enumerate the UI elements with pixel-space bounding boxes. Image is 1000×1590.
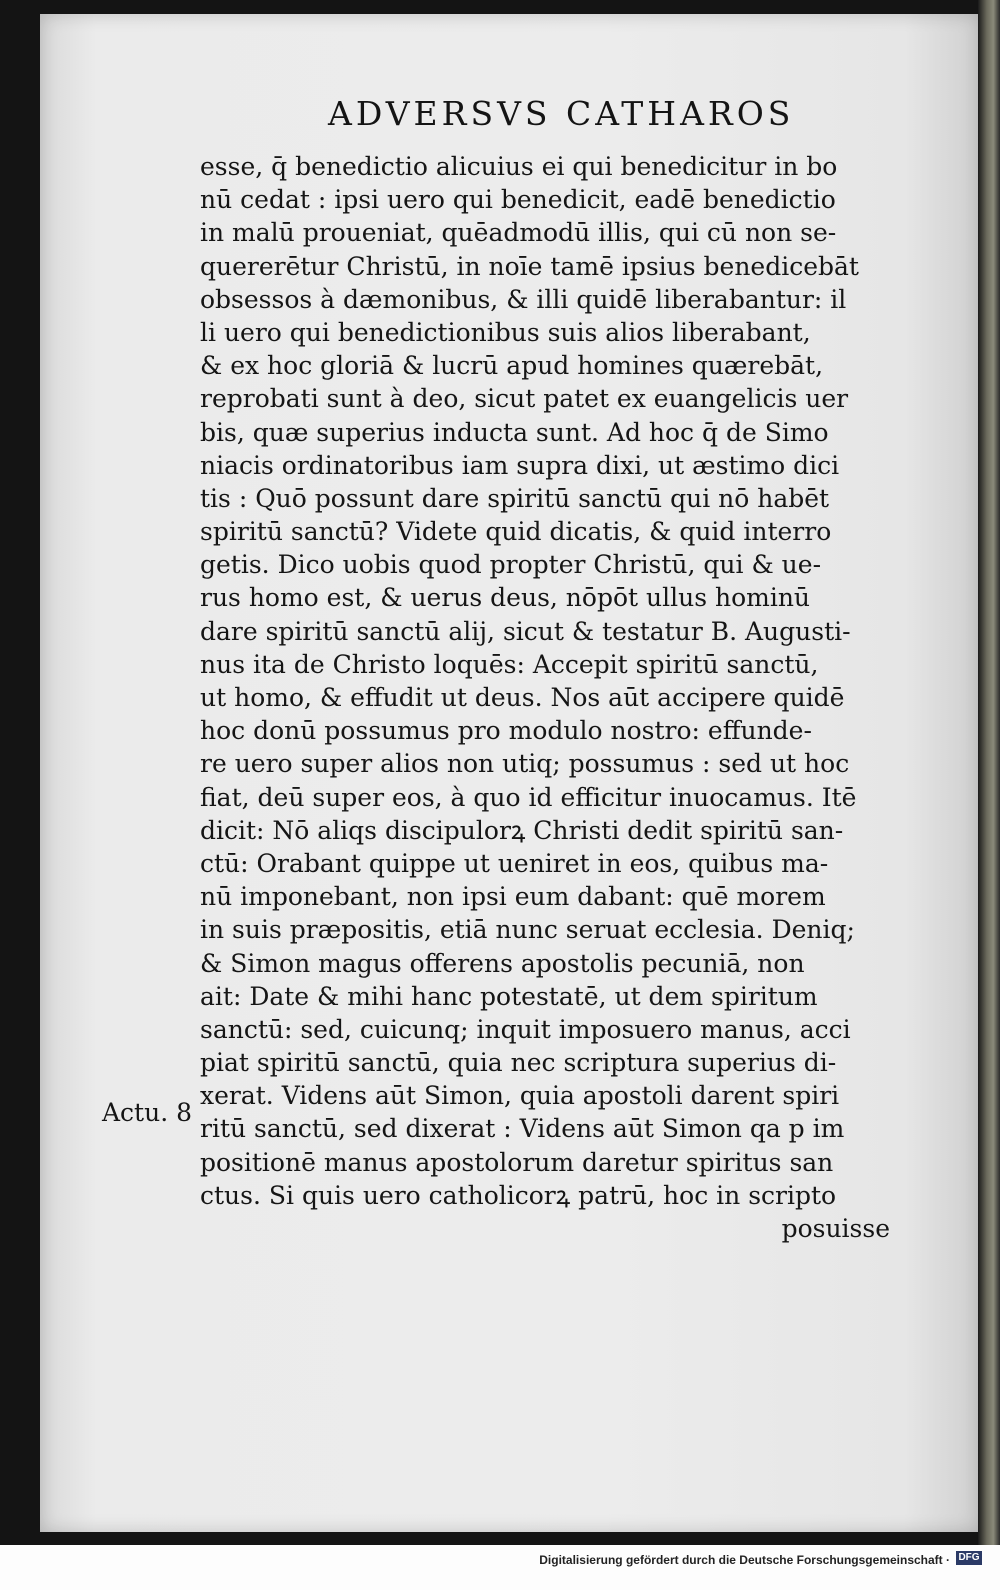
text-line: niacis ordinatoribus iam supra dixi, ut æstimo dici xyxy=(200,450,840,480)
text-line: tis : Quō possunt dare spiritū sanctū qui nō habēt xyxy=(200,483,830,513)
text-line: hoc donū possumus pro modulo nostro: effunde- xyxy=(200,716,812,746)
text-line: dare spiritū sanctū alij, sicut & testatur B. Augusti- xyxy=(200,616,851,646)
text-line: in malū proueniat, quēadmodū illis, qui cū non se- xyxy=(200,218,837,248)
text-line: fiat, deū super eos, à quo id efficitur inuocamus. Itē xyxy=(200,782,857,812)
text-line: & ex hoc gloriā & lucrū apud homines quærebāt, xyxy=(200,351,824,381)
footer xyxy=(0,1545,1000,1590)
text-line: rus homo est, & uerus deus, nōpōt ullus hominū xyxy=(200,583,811,613)
text-line: ritū sanctū, sed dixerat : Videns aūt Simon qa p im xyxy=(200,1114,845,1144)
text-line: ctus. Si quis uero catholicorꝝ patrū, hoc in scripto xyxy=(200,1180,837,1210)
text-line: sanctū: sed, cuicunq; inquit imposuero manus, acci xyxy=(200,1014,851,1044)
page-edge xyxy=(978,0,1000,1545)
text-line: obsessos à dæmonibus, & illi quidē liberabantur: il xyxy=(200,284,847,314)
text-line: nū cedat : ipsi uero qui benedicit, eadē benedictio xyxy=(200,185,836,215)
text-line: positionē manus apostolorum daretur spiritus san xyxy=(200,1147,834,1177)
text-line: nus ita de Christo loquēs: Accepit spiritū sanctū, xyxy=(200,649,819,679)
text-line: reprobati sunt à deo, sicut patet ex euangelicis uer xyxy=(200,384,849,414)
running-head: ADVERSVS CATHAROS xyxy=(328,94,795,133)
catchword: posuisse xyxy=(781,1214,890,1243)
text-line: xerat. Videns aūt Simon, quia apostoli darent spiri xyxy=(200,1081,840,1111)
text-line: li uero qui benedictionibus suis alios liberabant, xyxy=(200,317,811,347)
text-line: dicit: Nō aliqs discipulorꝝ Christi dedit spiritū san- xyxy=(200,815,844,845)
text-line: in suis præpositis, etiā nunc seruat ecclesia. Deniq; xyxy=(200,915,855,945)
text-line: bis, quæ superius inducta sunt. Ad hoc q̄ de Simo xyxy=(200,417,829,447)
text-line: quererētur Christū, in noīe tamē ipsius benedicebāt xyxy=(200,251,859,281)
text-line: esse, q̄ benedictio alicuius ei qui benedicitur in bo xyxy=(200,152,838,181)
text-line: spiritū sanctū? Videte quid dicatis, & quid interro xyxy=(200,517,832,547)
dfg-logo: DFG xyxy=(956,1551,982,1565)
text-block xyxy=(200,150,910,1245)
footer-credit: Digitalisierung gefördert durch die Deutsche Forschungsgemeinschaft · xyxy=(539,1553,950,1567)
margin-note: Actu. 8 xyxy=(102,1098,193,1127)
text-line: piat spiritū sanctū, quia nec scriptura superius di- xyxy=(200,1048,837,1078)
text-line: ait: Date & mihi hanc potestatē, ut dem spiritum xyxy=(200,981,818,1011)
text-line: & Simon magus offerens apostolis pecuniā, non xyxy=(200,948,805,978)
text-line: nū imponebant, non ipsi eum dabant: quē morem xyxy=(200,882,826,912)
text-line: ut homo, & effudit ut deus. Nos aūt accipere quidē xyxy=(200,683,845,712)
text-line: re uero super alios non utiq; possumus : sed ut hoc xyxy=(200,749,850,779)
text-line: getis. Dico uobis quod propter Christū, qui & ue- xyxy=(200,550,822,580)
text-line: ctū: Orabant quippe ut ueniret in eos, quibus ma- xyxy=(200,848,829,878)
